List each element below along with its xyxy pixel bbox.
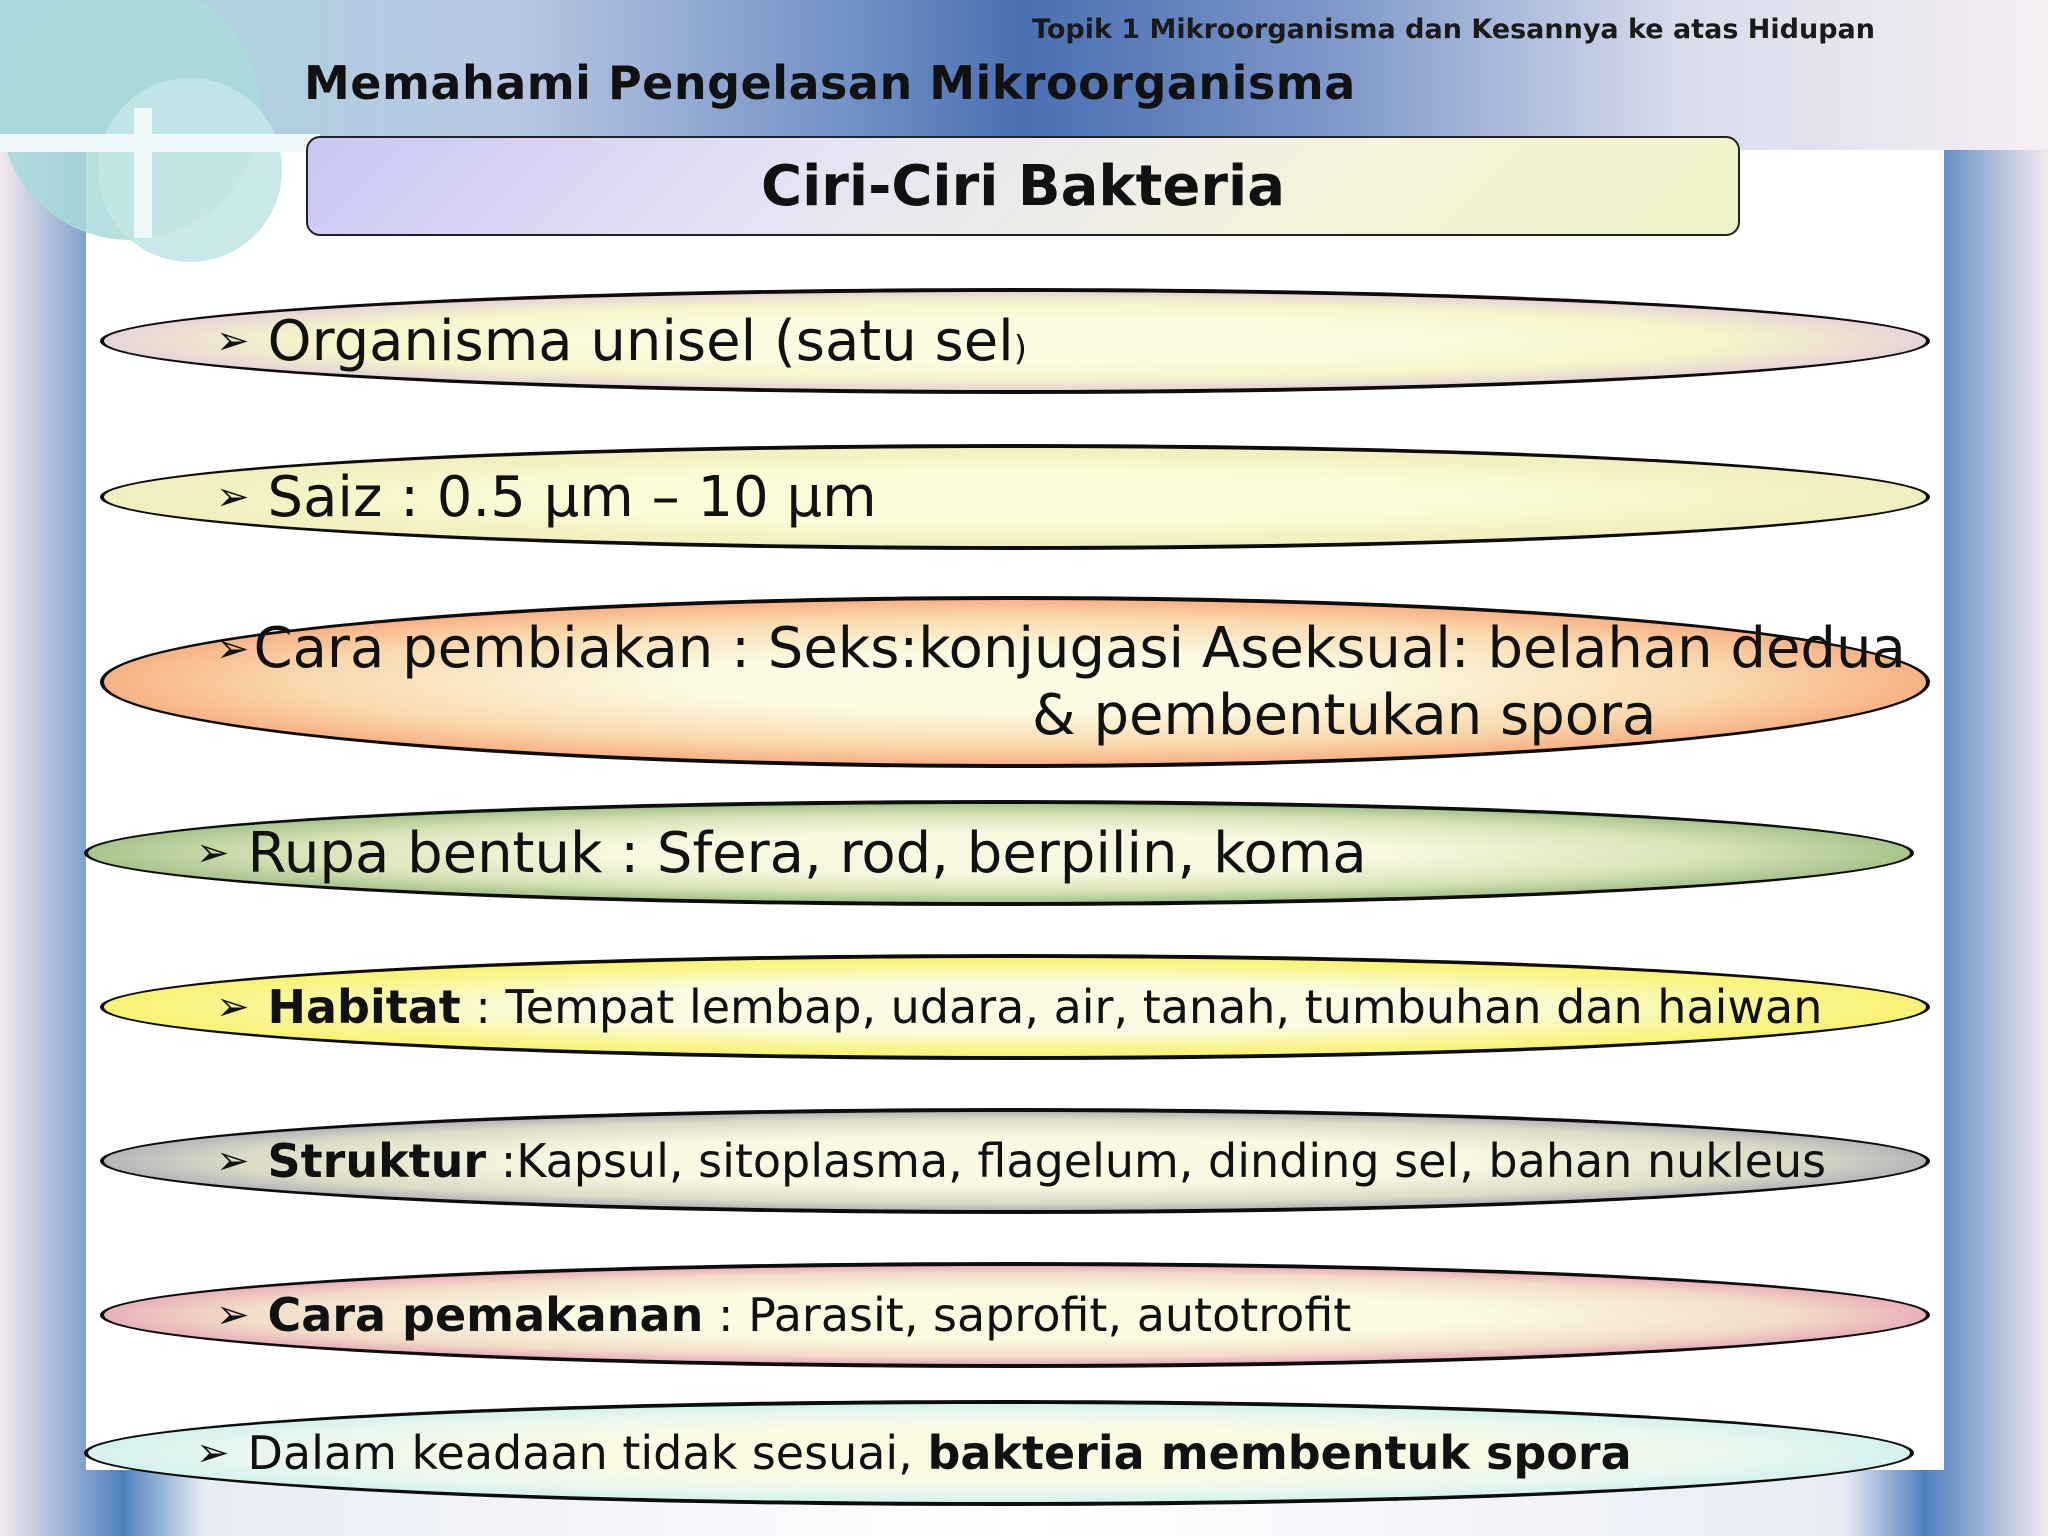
bullet-arrow-icon: ➢ — [216, 318, 250, 364]
feature-habitat — [100, 954, 1930, 1060]
topic-label: Topik 1 Mikroorganisma dan Kesannya ke atas Hidupan — [1032, 14, 1875, 45]
bullet-arrow-icon: ➢ — [196, 830, 230, 876]
feature-reproduction — [100, 596, 1930, 768]
feature-text: Struktur :Kapsul, sitoplasma, flagelum, dinding sel, bahan nukleus — [267, 1134, 1827, 1188]
feature-text: Rupa bentuk : Sfera, rod, berpilin, koma — [247, 820, 1367, 886]
decorative-circle-icon — [0, 0, 320, 280]
feature-shape — [84, 800, 1914, 906]
feature-text: Habitat : Tempat lembap, udara, air, tanah, tumbuhan dan haiwan — [267, 980, 1823, 1034]
feature-text-continued: & pembentukan spora — [1032, 683, 1657, 748]
feature-text: Saiz : 0.5 μm – 10 μm — [267, 464, 877, 530]
page-title: Memahami Pengelasan Mikroorganisma — [304, 56, 1356, 110]
feature-size — [100, 444, 1930, 550]
bullet-arrow-icon: ➢ — [216, 474, 250, 520]
feature-structure — [100, 1108, 1930, 1214]
feature-unicellular — [100, 288, 1930, 394]
feature-text: Dalam keadaan tidak sesuai, bakteria membentuk spora — [247, 1426, 1632, 1480]
feature-text: Cara pemakanan : Parasit, saprofit, autotrofit — [267, 1288, 1352, 1342]
bullet-arrow-icon: ➢ — [216, 625, 250, 672]
feature-spore — [84, 1400, 1914, 1506]
feature-nutrition — [100, 1262, 1930, 1368]
section-heading-box — [306, 136, 1740, 236]
section-heading: Ciri-Ciri Bakteria — [760, 153, 1285, 219]
bullet-arrow-icon: ➢ — [216, 1292, 250, 1338]
bullet-arrow-icon: ➢ — [216, 1138, 250, 1184]
feature-text: Organisma unisel (satu sel) — [267, 308, 1027, 374]
bullet-arrow-icon: ➢ — [216, 984, 250, 1030]
bullet-arrow-icon: ➢ — [196, 1430, 230, 1476]
feature-text: Cara pembiakan : Seks:konjugasi Aseksual: belahan dedua — [253, 616, 1906, 681]
